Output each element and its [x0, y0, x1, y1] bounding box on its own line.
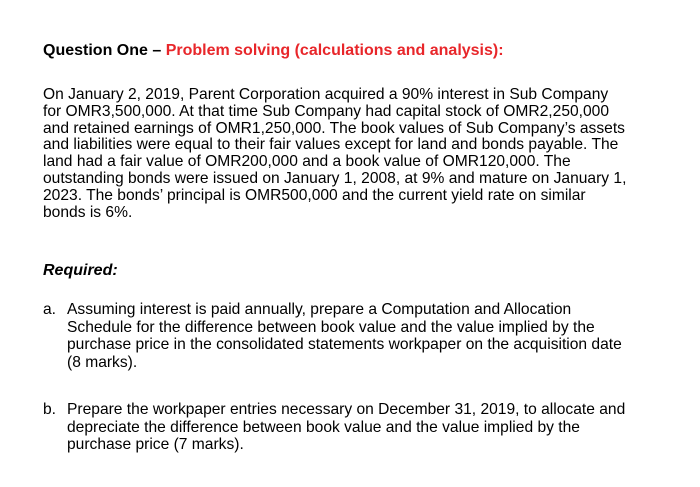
item-line: purchase price in the consolidated statements workpaper on the acquisition date — [67, 336, 622, 354]
item-line: Prepare the workpaper entries necessary on December 31, 2019, to allocate and — [67, 401, 626, 418]
item-line: purchase price (7 marks). — [67, 436, 244, 454]
paragraph-line: and retained earnings of OMR1,250,000. The book values of Sub Company’s assets — [43, 119, 625, 137]
scenario-paragraph — [43, 87, 683, 221]
paragraph-line: and liabilities were equal to their fair values except for land and bonds payable. The — [43, 136, 619, 154]
paragraph-line: land had a fair value of OMR200,000 and a book value of OMR120,000. The — [43, 153, 571, 171]
item-text — [67, 401, 625, 454]
item-marker: b. — [43, 401, 57, 418]
paragraph-line: for OMR3,500,000. At that time Sub Company had capital stock of OMR2,250,000 — [43, 102, 610, 120]
question-title-prefix: Question One – — [43, 42, 166, 59]
item-line: Schedule for the difference between book value and the value implied by the — [67, 318, 595, 336]
item-line: depreciate the difference between book value and the value implied by the — [67, 418, 580, 436]
paragraph-line: outstanding bonds were issued on January 1, 2008, at 9% and mature on January 1, — [43, 169, 627, 187]
paragraph-line: 2023. The bonds’ principal is OMR500,000 and the current yield rate on similar — [43, 186, 586, 204]
item-marker: a. — [43, 301, 57, 318]
paragraph-line: bonds is 6%. — [43, 203, 133, 221]
item-line: (8 marks). — [67, 353, 138, 371]
paragraph-line: On January 2, 2019, Parent Corporation acquired a 90% interest in Sub Company — [43, 86, 609, 103]
item-text — [67, 301, 622, 371]
question-title-highlight: Problem solving (calculations and analysis): — [165, 42, 504, 59]
question-heading — [43, 41, 504, 61]
required-label: Required: — [43, 262, 118, 279]
item-line: Assuming interest is paid annually, prepare a Computation and Allocation — [67, 301, 572, 318]
